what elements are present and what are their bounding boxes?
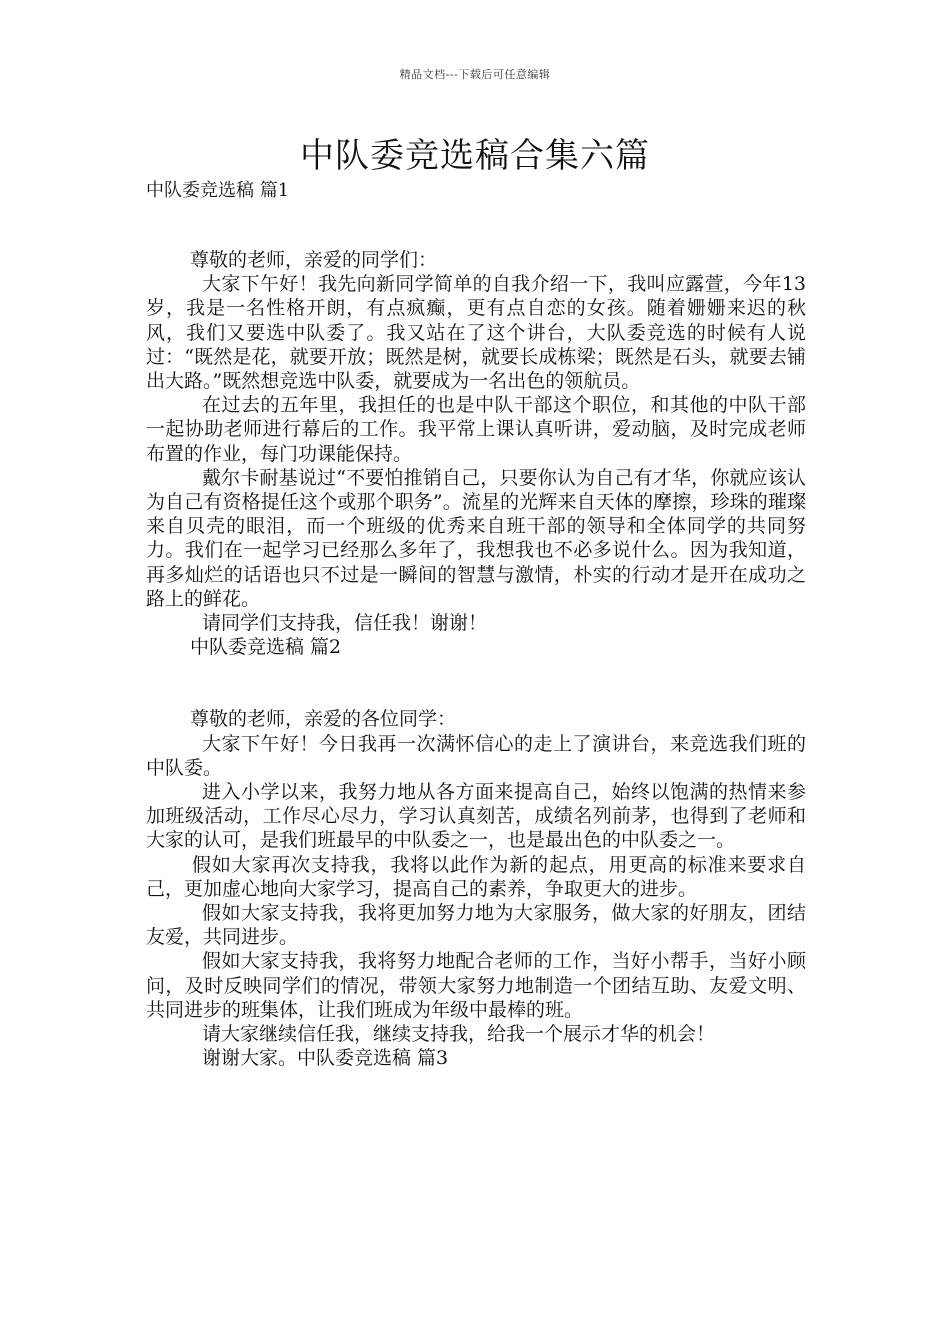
section-2-salutation: 尊敬的老师，亲爱的各位同学：	[190, 708, 457, 731]
section-1-heading: 中队委竞选稿 篇1	[146, 180, 290, 201]
section-2-heading: 中队委竞选稿 篇2	[190, 636, 342, 659]
section-2-closing-line	[146, 1046, 806, 1070]
section-spacer	[146, 659, 806, 707]
section-2-paragraph-2: 进入小学以来，我努力地从各方面来提高自己，始终以饱满的热情来参加班级活动，工作尽心尽力，学习认真刻苦，成绩名列前茅，也得到了老师和大家的认可，是我们班最早的中队委之一，也是最出色的中队委之一。	[146, 781, 806, 852]
section-1-salutation: 尊敬的老师，亲爱的同学们：	[190, 249, 438, 271]
section-2-paragraph-1: 大家下午好！今日我再一次满怀信心的走上了演讲台，来竞选我们班的中队委。	[146, 732, 806, 779]
section-2-paragraph-4: 假如大家支持我，我将更加努力地为大家服务，做大家的好朋友，团结友爱，共同进步。	[146, 902, 806, 949]
section-2-closing: 谢谢大家。	[202, 1047, 298, 1070]
section-2-paragraph-5: 假如大家支持我，我将努力地配合老师的工作，当好小帮手，当好小顾问，及时反映同学们的情况，带领大家努力地制造一个团结互助、友爱文明、共同进步的班集体，让我们班成为年级中最棒的班。	[146, 950, 806, 1021]
section-3-heading: 中队委竞选稿 篇3	[297, 1047, 449, 1070]
section-1-paragraph-3: 戴尔卡耐基说过“不要怕推销自己，只要你认为自己有才华，你就应该认为自己有资格提任这个或那个职务”。流星的光辉来自天体的摩擦，珍珠的璀璨来自贝壳的眼泪，而一个班级的优秀来自班干部的领导和全体同学的共同努力。我们在一起学习已经那么多年了，我想我也不必多说什么。因为我知道，再多灿烂的话语也只不过是一瞬间的智慧与激情，朴实的行动才是开在成功之路上的鲜花。	[146, 466, 806, 610]
section-1-paragraph-4: 请同学们支持我，信任我！谢谢！	[202, 612, 488, 635]
section-2-paragraph-6: 请大家继续信任我，继续支持我，给我一个展示才华的机会！	[202, 1023, 716, 1046]
section-1-paragraph-1: 大家下午好！我先向新同学简单的自我介绍一下，我叫应露萱，今年13岁，我是一名性格开朗，有点疯癫，更有点自恋的女孩。随着姗姗来迟的秋风，我们又要选中队委了。我又站在了这个讲台，大队委竞选的时候有人说过：“既然是花，就要开放；既然是树，就要长成栋梁；既然是石头，就要去铺出大路。”既然想竞选中队委，就要成为一名出色的领航员。	[146, 273, 806, 393]
section-1-paragraph-2: 在过去的五年里，我担任的也是中队干部这个职位，和其他的中队干部一起协助老师进行幕后的工作。我平常上课认真听讲，爱动脑，及时完成老师布置的作业，每门功课能保持。	[146, 394, 806, 465]
page-header-note: 精品文档---下载后可任意编辑	[399, 68, 551, 81]
document-title: 中队委竞选稿合集六篇	[300, 136, 650, 176]
section-2-paragraph-3: 假如大家再次支持我，我将以此作为新的起点，用更高的标准来要求自己，更加虚心地向大家学习，提高自己的素养，争取更大的进步。	[146, 853, 806, 900]
document-body	[146, 248, 806, 1071]
